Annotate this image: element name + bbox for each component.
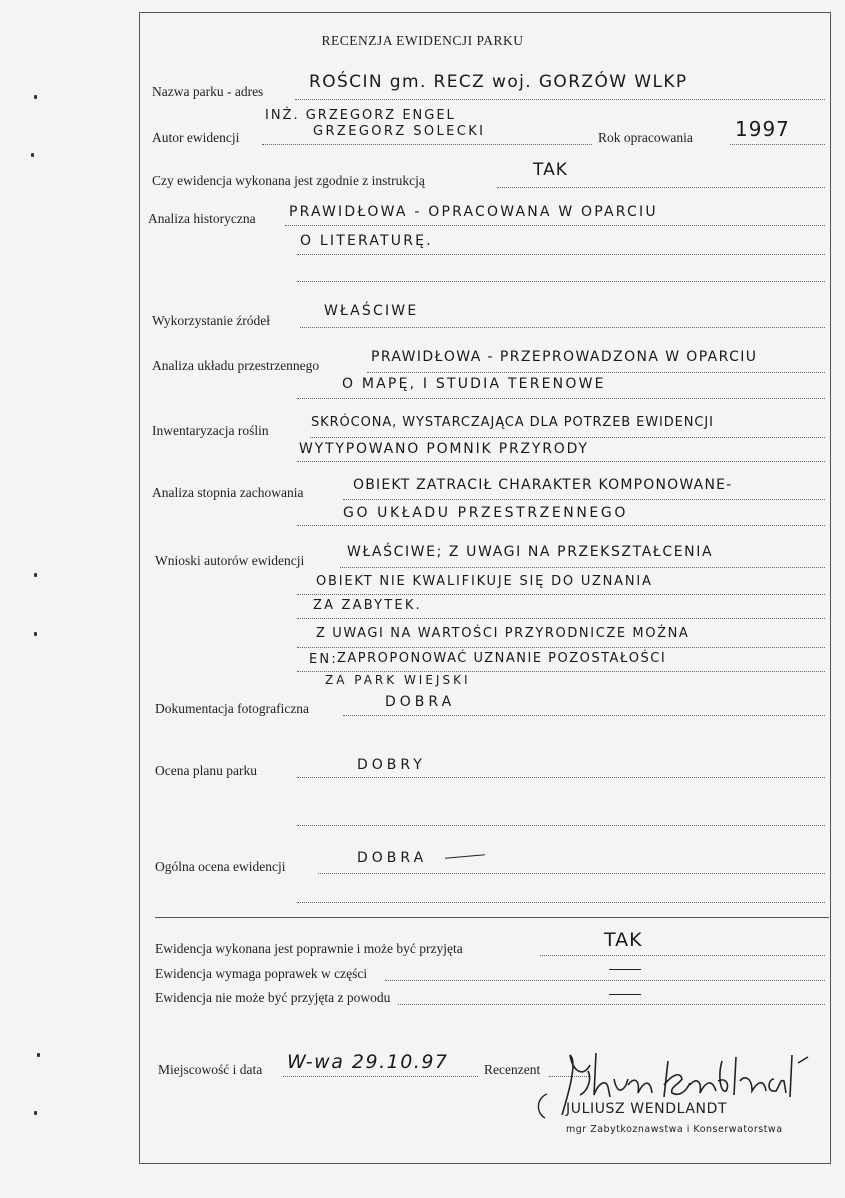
photo-value: DOBRA (385, 694, 456, 710)
verdict-corrections-line (385, 980, 825, 981)
preservation-line-1 (343, 499, 825, 500)
margin-mark (37, 1053, 40, 1057)
place-date-label: Miejscowość i data (158, 1062, 263, 1077)
park-name-value: ROŚCIN gm. RECZ woj. GORZÓW WLKP (309, 72, 688, 92)
year-value: 1997 (735, 117, 790, 141)
spatial-line-2 (297, 398, 825, 399)
conclusions-text-1: WŁAŚCIWE; Z UWAGI NA PRZEKSZTAŁCENIA (347, 544, 714, 560)
conclusions-line-2 (297, 594, 825, 595)
preservation-text-2: GO UKŁADU PRZESTRZENNEGO (343, 505, 628, 521)
conclusions-margin-mark: EN: (309, 652, 338, 667)
conclusions-text-3: ZA ZABYTEK. (313, 598, 422, 613)
park-name-line (295, 99, 825, 100)
margin-mark (34, 95, 37, 99)
historical-line-3 (297, 281, 825, 282)
sources-line (300, 327, 825, 328)
photo-label: Dokumentacja fotograficzna (155, 701, 310, 716)
plants-text-2: WYTYPOWANO POMNIK PRZYRODY (299, 441, 589, 457)
verdict-rejected-label: Ewidencja nie może być przyjęta z powodu (155, 990, 391, 1005)
park-name-label: Nazwa parku - adres (152, 84, 264, 99)
reviewer-label: Recenzent (484, 1062, 541, 1077)
plants-text-1: SKRÓCONA, WYSTARCZAJĄCA DLA POTRZEB EWIDENCJI (311, 415, 714, 430)
form-title: RECENZJA EWIDENCJI PARKU (321, 33, 524, 48)
verdict-rejected-line (398, 1004, 825, 1005)
overall-line-2 (297, 902, 825, 903)
instruction-value: TAK (533, 160, 568, 180)
margin-mark (31, 153, 34, 157)
overall-value: DOBRA (357, 850, 428, 866)
sources-value: WŁAŚCIWE (324, 303, 419, 319)
conclusions-line-3 (297, 618, 825, 619)
author-label: Autor ewidencji (152, 130, 240, 145)
historical-label: Analiza historyczna (148, 211, 256, 226)
conclusions-line-5 (297, 671, 825, 672)
margin-mark (34, 573, 37, 577)
spatial-label: Analiza układu przestrzennego (152, 358, 320, 373)
year-line (730, 144, 825, 145)
conclusions-line-4 (297, 647, 825, 648)
verdict-accepted-label: Ewidencja wykonana jest poprawnie i może być przyjęta (155, 941, 463, 956)
overall-label: Ogólna ocena ewidencji (155, 859, 286, 874)
preservation-label: Analiza stopnia zachowania (152, 485, 304, 500)
conclusions-text-4: Z UWAGI NA WARTOŚCI PRZYRODNICZE MOŻNA (316, 626, 690, 641)
preservation-line-2 (297, 525, 825, 526)
stamp-title: mgr Zabytkoznawstwa i Konserwatorstwa (566, 1124, 783, 1135)
stamp-name: JULIUSZ WENDLANDT (566, 1101, 728, 1117)
plants-line-2 (297, 461, 825, 462)
verdict-corrections-label: Ewidencja wymaga poprawek w części (155, 966, 368, 981)
overall-line-1 (318, 873, 825, 874)
verdict-corrections-dash (609, 969, 641, 970)
plants-line-1 (310, 437, 825, 438)
verdict-accepted-line (540, 955, 825, 956)
preservation-text-1: OBIEKT ZATRACIŁ CHARAKTER KOMPONOWANE- (353, 477, 733, 493)
plan-label: Ocena planu parku (155, 763, 257, 778)
author-line (262, 144, 592, 145)
stamp-hook (533, 1092, 553, 1122)
conclusions-line-1 (340, 567, 825, 568)
conclusions-text-5: ZAPROPONOWAĆ UZNANIE POZOSTAŁOŚCI (337, 651, 667, 666)
section-divider (155, 917, 829, 918)
historical-line-1 (285, 225, 825, 226)
historical-line-2 (297, 254, 825, 255)
verdict-accepted-value: TAK (604, 929, 643, 951)
conclusions-text-2: OBIEKT NIE KWALIFIKUJE SIĘ DO UZNANIA (316, 574, 653, 589)
place-date-value: W-wa 29.10.97 (287, 1051, 449, 1073)
spatial-text-2: O MAPĘ, I STUDIA TERENOWE (342, 376, 606, 392)
margin-mark (34, 1111, 37, 1115)
historical-text-1: PRAWIDŁOWA - OPRACOWANA W OPARCIU (289, 204, 658, 220)
instruction-label: Czy ewidencja wykonana jest zgodnie z instrukcją (152, 173, 425, 188)
margin-mark (34, 632, 37, 636)
historical-text-2: O LITERATURĘ. (300, 233, 433, 249)
year-label: Rok opracowania (598, 130, 693, 145)
plan-line-1 (297, 777, 825, 778)
photo-line (343, 715, 825, 716)
conclusions-text-6: ZA PARK WIEJSKI (325, 673, 471, 687)
verdict-rejected-dash (609, 994, 641, 995)
author-line2: GRZEGORZ SOLECKI (313, 124, 486, 139)
conclusions-label: Wnioski autorów ewidencji (155, 553, 305, 568)
plan-line-2 (297, 825, 825, 826)
plan-value: DOBRY (357, 757, 426, 773)
spatial-text-1: PRAWIDŁOWA - PRZEPROWADZONA W OPARCIU (371, 349, 758, 365)
instruction-line (497, 187, 825, 188)
plants-label: Inwentaryzacja roślin (152, 423, 269, 438)
author-line1: INŻ. GRZEGORZ ENGEL (265, 108, 456, 123)
place-date-line (283, 1076, 478, 1077)
spatial-line-1 (367, 372, 825, 373)
sources-label: Wykorzystanie źródeł (152, 313, 271, 328)
